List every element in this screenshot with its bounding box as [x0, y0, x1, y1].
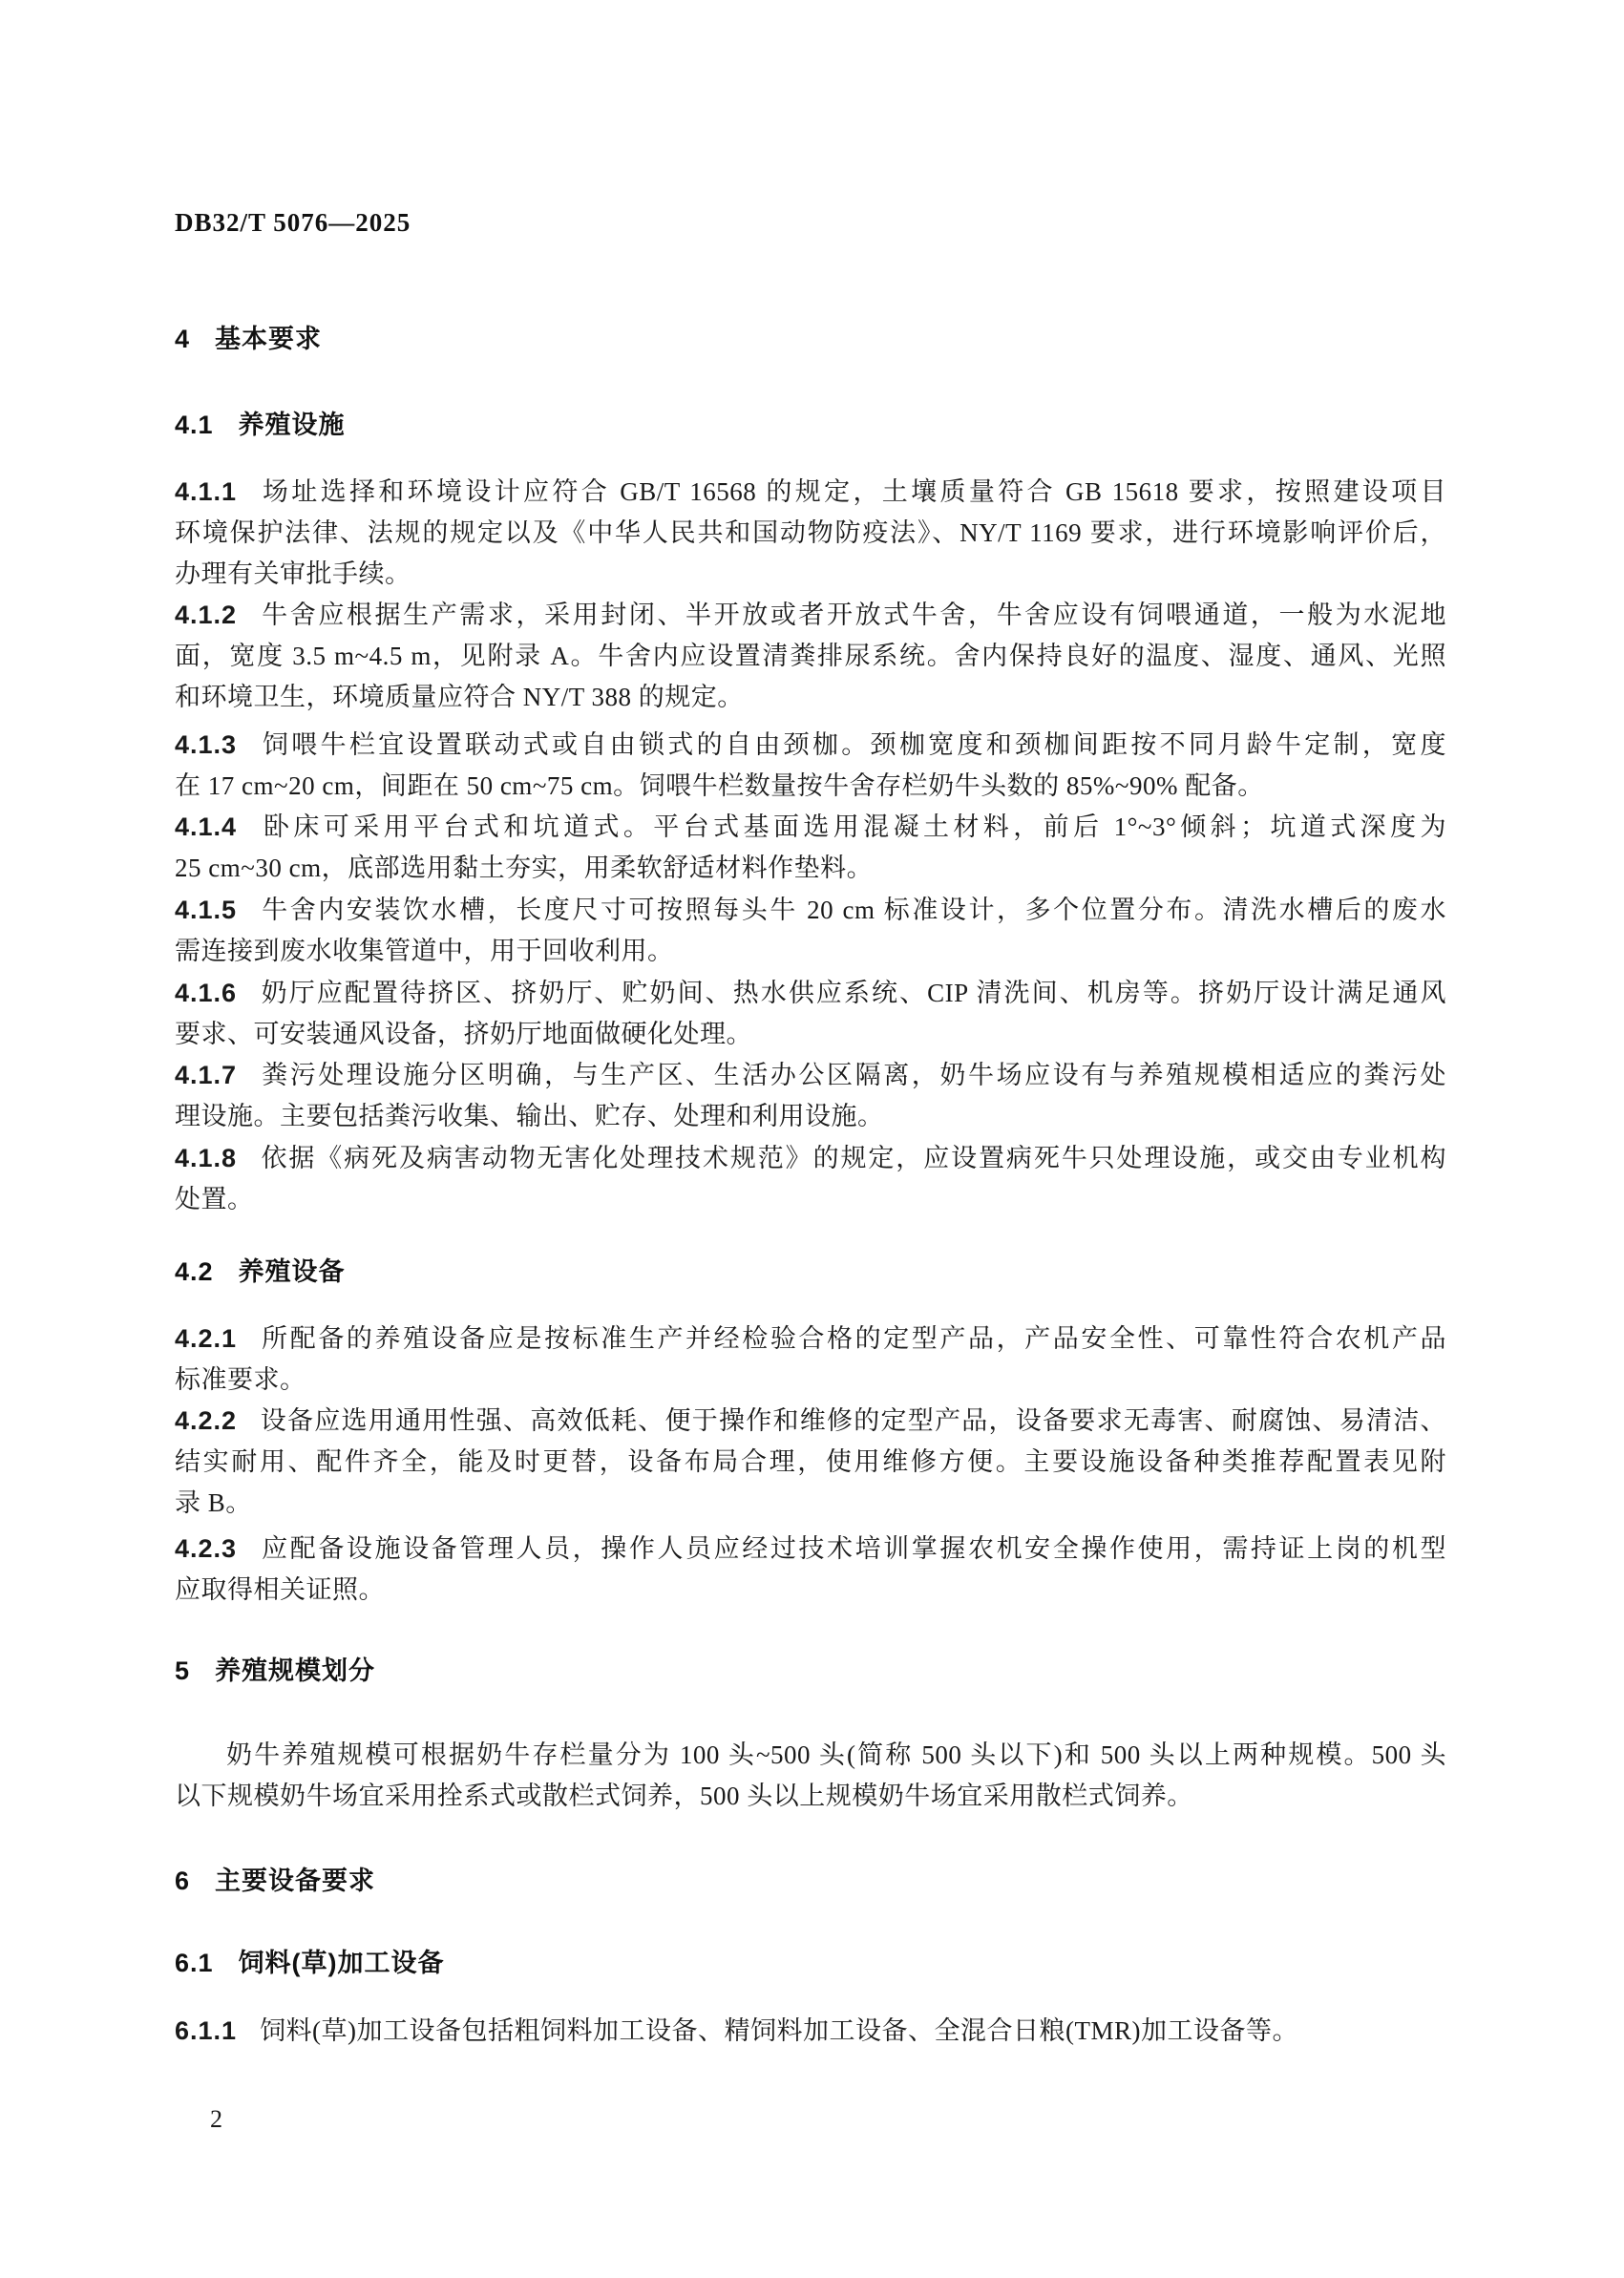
clause-line: 以下规模奶牛场宜采用拴系式或散栏式饲养，500 头以上规模奶牛场宜采用散栏式饲养。: [175, 1782, 1193, 1810]
clause-line: [175, 1138, 1446, 1179]
clause-line: 和环境卫生，环境质量应符合 NY/T 388 的规定。: [175, 683, 744, 711]
clause-text: 应配备设施设备管理人员，操作人员应经过技术培训掌握农机安全操作使用，需持证上岗的机型: [260, 1534, 1446, 1563]
clause-number: 4.1.4: [175, 812, 238, 841]
clause-number: 4.1.1: [175, 477, 238, 506]
clause-text: 牛舍内安装饮水槽，长度尺寸可按照每头牛 20 cm 标准设计，多个位置分布。清洗水槽后的废水: [260, 896, 1446, 924]
section-heading-4: [175, 319, 1446, 360]
clause-4-1-1: [175, 472, 1446, 595]
clause-4-2-3: [175, 1529, 1446, 1611]
clause-4-1-4: [175, 807, 1446, 889]
clause-number: 4.2.3: [175, 1534, 238, 1563]
section-title: 基本要求: [215, 325, 323, 353]
clause-text: 饲料(草)加工设备包括粗饲料加工设备、精饲料加工设备、全混合日粮(TMR)加工设备等。: [260, 2016, 1299, 2045]
clause-4-2-2: [175, 1401, 1446, 1524]
section-title: 主要设备要求: [215, 1867, 376, 1895]
section-title: 养殖设备: [238, 1257, 346, 1286]
clause-line: 录 B。: [175, 1488, 252, 1517]
clause-text: 场址选择和环境设计应符合 GB/T 16568 的规定，土壤质量符合 GB 15618 要求，按照建设项目: [260, 477, 1446, 506]
clause-text: 粪污处理设施分区明确，与生产区、生活办公区隔离，奶牛场应设有与养殖规模相适应的粪污处: [260, 1061, 1446, 1089]
section-number: 4.2: [175, 1257, 214, 1286]
clause-line: 面，宽度 3.5 m~4.5 m，见附录 A。牛舍内应设置清粪排尿系统。舍内保持良好的温度、湿度、通风、光照: [175, 642, 1446, 670]
clause-line: 要求、可安装通风设备，挤奶厅地面做硬化处理。: [175, 1020, 752, 1048]
clause-line: [175, 1529, 1446, 1570]
clause-line: 在 17 cm~20 cm，间距在 50 cm~75 cm。饲喂牛栏数量按牛舍存栏奶牛头数的 85%~90% 配备。: [175, 771, 1264, 800]
clause-line: 需连接到废水收集管道中，用于回收利用。: [175, 937, 674, 965]
clause-line: [175, 1318, 1446, 1360]
clause-line: 处置。: [175, 1185, 254, 1213]
section-title: 养殖规模划分: [215, 1656, 376, 1685]
clause-text: 卧床可采用平台式和坑道式。平台式基面选用混凝土材料，前后 1°~3°倾斜；坑道式深度为: [260, 812, 1446, 841]
clause-text: 依据《病死及病害动物无害化处理技术规范》的规定，应设置病死牛只处理设施，或交由专业机构: [260, 1144, 1446, 1172]
section-heading-6-1: [175, 1943, 1446, 1984]
clause-line: [175, 807, 1446, 848]
section-number: 5: [175, 1656, 191, 1685]
section-heading-6: [175, 1861, 1446, 1902]
clause-6-1-1: [175, 2011, 1446, 2052]
section-number: 4: [175, 325, 191, 353]
clause-5-paragraph: [175, 1735, 1446, 1817]
clause-line: 环境保护法律、法规的规定以及《中华人民共和国动物防疫法》、NY/T 1169 要求，进行环境影响评价后，: [175, 518, 1446, 547]
clause-number: 4.1.8: [175, 1144, 238, 1172]
section-heading-4-1: [175, 405, 1446, 446]
clause-number: 4.2.2: [175, 1406, 238, 1435]
section-title: 养殖设施: [238, 411, 346, 439]
section-number: 6.1: [175, 1949, 214, 1977]
clause-number: 4.1.7: [175, 1061, 238, 1089]
clause-number: 4.1.6: [175, 979, 238, 1007]
clause-line: 奶牛养殖规模可根据奶牛存栏量分为 100 头~500 头(简称 500 头以下)和 500 头以上两种规模。500 头: [226, 1740, 1446, 1769]
page-number: 2: [210, 2105, 222, 2133]
clause-line: 办理有关审批手续。: [175, 559, 411, 588]
clause-number: 4.1.5: [175, 896, 238, 924]
clause-line: 理设施。主要包括粪污收集、输出、贮存、处理和利用设施。: [175, 1102, 884, 1130]
clause-line: [175, 890, 1446, 931]
section-heading-4-2: [175, 1252, 1446, 1293]
clause-line: [175, 725, 1446, 766]
clause-text: 所配备的养殖设备应是按标准生产并经检验合格的定型产品，产品安全性、可靠性符合农机产品: [260, 1324, 1446, 1353]
clause-line: [175, 973, 1446, 1014]
clause-line: 结实耐用、配件齐全，能及时更替，设备布局合理，使用维修方便。主要设施设备种类推荐配置表见附: [175, 1447, 1446, 1476]
clause-line: [175, 2011, 1446, 2052]
clause-line: [175, 1055, 1446, 1096]
clause-line: [175, 595, 1446, 636]
clause-line: [175, 1401, 1446, 1442]
clause-4-1-5: [175, 890, 1446, 972]
clause-4-1-2: [175, 595, 1446, 718]
clause-4-2-1: [175, 1318, 1446, 1401]
section-number: 4.1: [175, 411, 214, 439]
clause-text: 奶厅应配置待挤区、挤奶厅、贮奶间、热水供应系统、CIP 清洗间、机房等。挤奶厅设计满足通风: [260, 979, 1446, 1007]
clause-number: 4.1.3: [175, 730, 238, 759]
clause-line: [175, 472, 1446, 513]
clause-text: 饲喂牛栏宜设置联动式或自由锁式的自由颈枷。颈枷宽度和颈枷间距按不同月龄牛定制，宽度: [260, 730, 1446, 759]
doc-number: DB32/T 5076—2025: [175, 208, 411, 237]
clause-4-1-8: [175, 1138, 1446, 1220]
section-number: 6: [175, 1867, 191, 1895]
clause-4-1-7: [175, 1055, 1446, 1137]
section-title: 饲料(草)加工设备: [238, 1949, 445, 1977]
clause-text: 设备应选用通用性强、高效低耗、便于操作和维修的定型产品，设备要求无毒害、耐腐蚀、易清洁、: [260, 1406, 1446, 1435]
clause-4-1-3: [175, 725, 1446, 807]
clause-line: 25 cm~30 cm，底部选用黏土夯实，用柔软舒适材料作垫料。: [175, 854, 874, 882]
clause-line: 标准要求。: [175, 1365, 306, 1394]
clause-number: 4.1.2: [175, 601, 238, 629]
clause-4-1-6: [175, 973, 1446, 1055]
section-heading-5: [175, 1651, 1446, 1692]
clause-number: 4.2.1: [175, 1324, 238, 1353]
clause-line: 应取得相关证照。: [175, 1575, 385, 1604]
clause-text: 牛舍应根据生产需求，采用封闭、半开放或者开放式牛舍，牛舍应设有饲喂通道，一般为水泥地: [260, 601, 1446, 629]
clause-number: 6.1.1: [175, 2016, 238, 2045]
